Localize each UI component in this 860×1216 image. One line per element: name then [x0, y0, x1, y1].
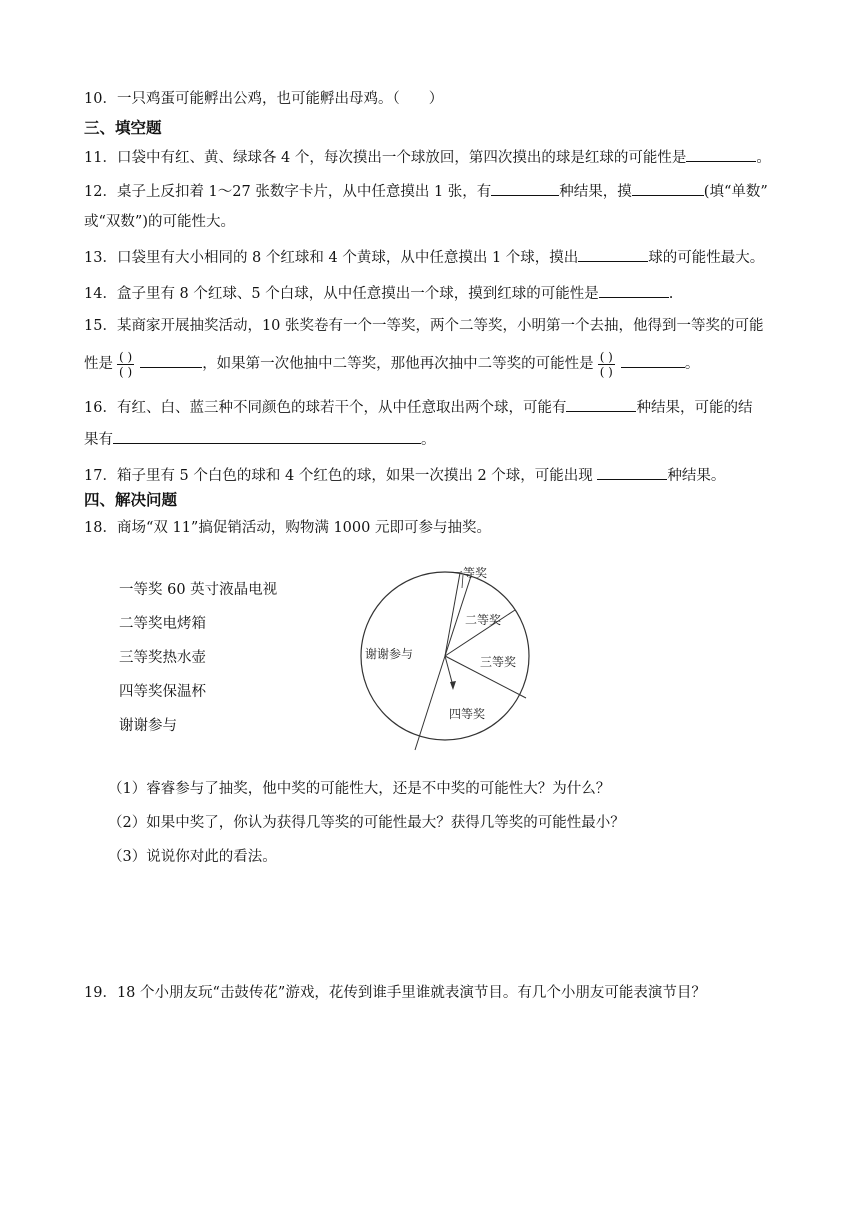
question-18-part-3: （3）说说你对此的看法。	[108, 849, 277, 865]
fraction-numerator: ( )	[119, 349, 133, 364]
question-18-part-2: （2）如果中奖了，你认为获得几等奖的可能性最大？获得几等奖的可能性最小？	[108, 815, 625, 831]
pointer-arrowhead-icon	[450, 681, 456, 690]
prize-item: 谢谢参与	[119, 718, 177, 734]
question-16-cont	[84, 428, 436, 450]
q16-text-d: 。	[421, 432, 436, 448]
section-3-heading: 三、填空题	[84, 119, 162, 137]
q13-text-b: 球的可能性最大。	[648, 250, 765, 266]
question-18: 18．商场“双 11”搞促销活动，购物满 1000 元即可参与抽奖。	[84, 520, 491, 536]
q14-text-b: .	[668, 286, 674, 302]
q17-text-b: 种结果。	[667, 468, 726, 484]
fraction-numerator: ( )	[599, 349, 613, 364]
prize-wheel	[355, 560, 535, 760]
wheel-divider	[445, 573, 460, 656]
question-10: 10．一只鸡蛋可能孵出公鸡，也可能孵出母鸡。（ ）	[84, 91, 444, 107]
answer-blank[interactable]	[621, 352, 685, 368]
answer-blank[interactable]	[632, 180, 704, 196]
wheel-divider	[415, 656, 445, 750]
q15-text-b: 性是	[84, 356, 113, 372]
answer-blank[interactable]	[686, 146, 756, 162]
pointer-arrow-icon	[445, 656, 453, 686]
q16-text-a: 16．有红、白、蓝三种不同颜色的球若干个，从中任意取出两个球，可能有	[84, 400, 567, 416]
q12-text-c: (填“单数”	[703, 184, 768, 200]
q15-text-d: 。	[684, 356, 700, 372]
answer-blank[interactable]	[491, 180, 559, 196]
wheel-label-first: 一等奖	[451, 566, 488, 580]
answer-blank[interactable]	[566, 396, 636, 412]
prize-item: 一等奖 60 英寸液晶电视	[119, 582, 278, 598]
prize-list	[119, 580, 277, 750]
question-12	[84, 180, 768, 202]
q13-text-a: 13．口袋里有大小相同的 8 个红球和 4 个黄球，从中任意摸出 1 个球，摸出	[84, 250, 579, 266]
fraction-denominator: ( )	[599, 364, 613, 379]
answer-blank[interactable]	[113, 428, 421, 444]
question-15: 15．某商家开展抽奖活动，10 张奖卷有一个一等奖，两个二等奖，小明第一个去抽，他得到一等奖的可能	[84, 318, 764, 334]
answer-blank[interactable]	[140, 352, 202, 368]
fraction-blank[interactable]	[117, 350, 134, 379]
q12-text-a: 12．桌子上反扣着 1～27 张数字卡片，从中任意摸出 1 张，有	[84, 184, 492, 200]
prize-item: 二等奖电烤箱	[119, 616, 206, 632]
section-4-heading: 四、解决问题	[84, 491, 178, 509]
fraction-blank[interactable]	[598, 350, 615, 379]
wheel-label-thanks: 谢谢参与	[365, 647, 414, 661]
question-12-cont: 或“双数”)的可能性大。	[84, 214, 235, 230]
question-11	[84, 146, 771, 168]
answer-blank[interactable]	[578, 246, 648, 262]
wheel-label-fourth: 四等奖	[449, 707, 486, 721]
question-14	[84, 282, 673, 304]
q11-end: 。	[756, 150, 771, 166]
q12-text-b: 种结果，摸	[559, 184, 632, 200]
q11-text: 11．口袋中有红、黄、绿球各 4 个，每次摸出一个球放回，第四次摸出的球是红球的可能性是	[84, 150, 687, 166]
q16-text-b: 种结果，可能的结	[636, 400, 753, 416]
question-13	[84, 246, 764, 268]
question-18-part-1: （1）睿睿参与了抽奖，他中奖的可能性大，还是不中奖的可能性大？为什么？	[108, 781, 611, 797]
fraction-denominator: ( )	[119, 364, 133, 379]
question-15-cont	[84, 344, 699, 384]
wheel-label-second: 二等奖	[465, 613, 502, 627]
prize-item: 三等奖热水壶	[119, 650, 206, 666]
prize-item: 四等奖保温杯	[119, 684, 206, 700]
question-19: 19．18 个小朋友玩“击鼓传花”游戏，花传到谁手里谁就表演节目。有几个小朋友可能表演节目？	[84, 985, 706, 1001]
q17-text-a: 17．箱子里有 5 个白色的球和 4 个红色的球，如果一次摸出 2 个球，可能出现	[84, 468, 593, 484]
q16-text-c: 果有	[84, 432, 113, 448]
answer-blank[interactable]	[597, 464, 667, 480]
q15-text-c: ，如果第一次他抽中二等奖，那他再次抽中二等奖的可能性是	[202, 356, 594, 372]
question-16	[84, 396, 752, 418]
answer-blank[interactable]	[599, 282, 669, 298]
q14-text-a: 14．盒子里有 8 个红球、5 个白球，从中任意摸出一个球，摸到红球的可能性是	[84, 286, 599, 302]
wheel-label-third: 三等奖	[480, 655, 517, 669]
question-17	[84, 464, 725, 486]
